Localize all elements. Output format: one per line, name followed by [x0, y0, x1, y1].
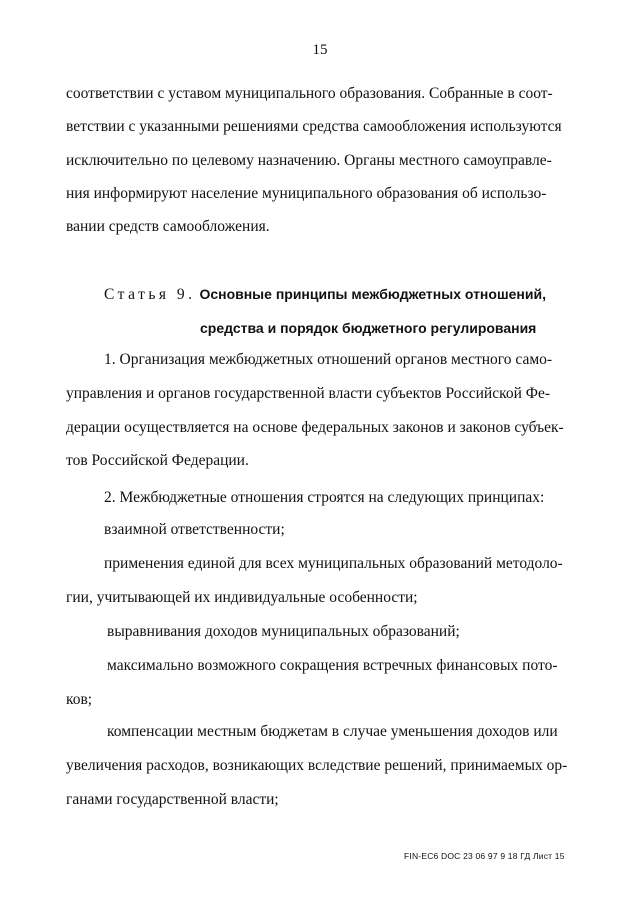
principle-item: компенсации местным бюджетам в случае уменьшения доходов или — [107, 723, 558, 740]
paragraph-line: ветствии с указанными решениями средства самообложения используются — [66, 118, 562, 135]
clause-1-line: тов Российской Федерации. — [66, 452, 249, 469]
paragraph-line: ния информируют население муниципального образования об использо- — [66, 185, 547, 202]
clause-1-line: управления и органов государственной власти субъектов Российской Фе- — [66, 385, 551, 402]
principle-item: применения единой для всех муниципальных образований методоло- — [104, 555, 563, 572]
paragraph-line: вании средств самообложения. — [66, 218, 270, 235]
clause-2-line: 2. Межбюджетные отношения строятся на следующих принципах: — [104, 489, 545, 506]
principle-item: ков; — [66, 691, 93, 708]
article-title-line-2: средства и порядок бюджетного регулирования — [200, 320, 537, 336]
page-number: 15 — [312, 42, 328, 58]
principle-item: увеличения расходов, возникающих вследствие решений, принимаемых ор- — [66, 757, 568, 774]
article-heading — [104, 284, 546, 305]
footer-doc-info: FIN-EC6 DOC 23 06 97 9 18 ГД Лист 15 — [404, 851, 565, 861]
paragraph-line: соответствии с уставом муниципального образования. Собранные в соот- — [66, 85, 553, 102]
principle-item: гии, учитывающей их индивидуальные особенности; — [66, 589, 418, 606]
principle-item: ганами государственной власти; — [66, 791, 279, 808]
principle-item: максимально возможного сокращения встречных финансовых пото- — [107, 657, 558, 674]
principle-item: взаимной ответственности; — [104, 521, 285, 538]
article-title-line-1: Основные принципы межбюджетных отношений, — [199, 286, 546, 302]
principle-item: выравнивания доходов муниципальных образований; — [107, 623, 460, 640]
article-prefix: Статья 9. — [104, 286, 196, 303]
paragraph-line: исключительно по целевому назначению. Органы местного самоуправле- — [66, 152, 552, 169]
clause-1-line: 1. Организация межбюджетных отношений органов местного само- — [104, 351, 553, 368]
clause-1-line: дерации осуществляется на основе федеральных законов и законов субъек- — [66, 419, 564, 436]
